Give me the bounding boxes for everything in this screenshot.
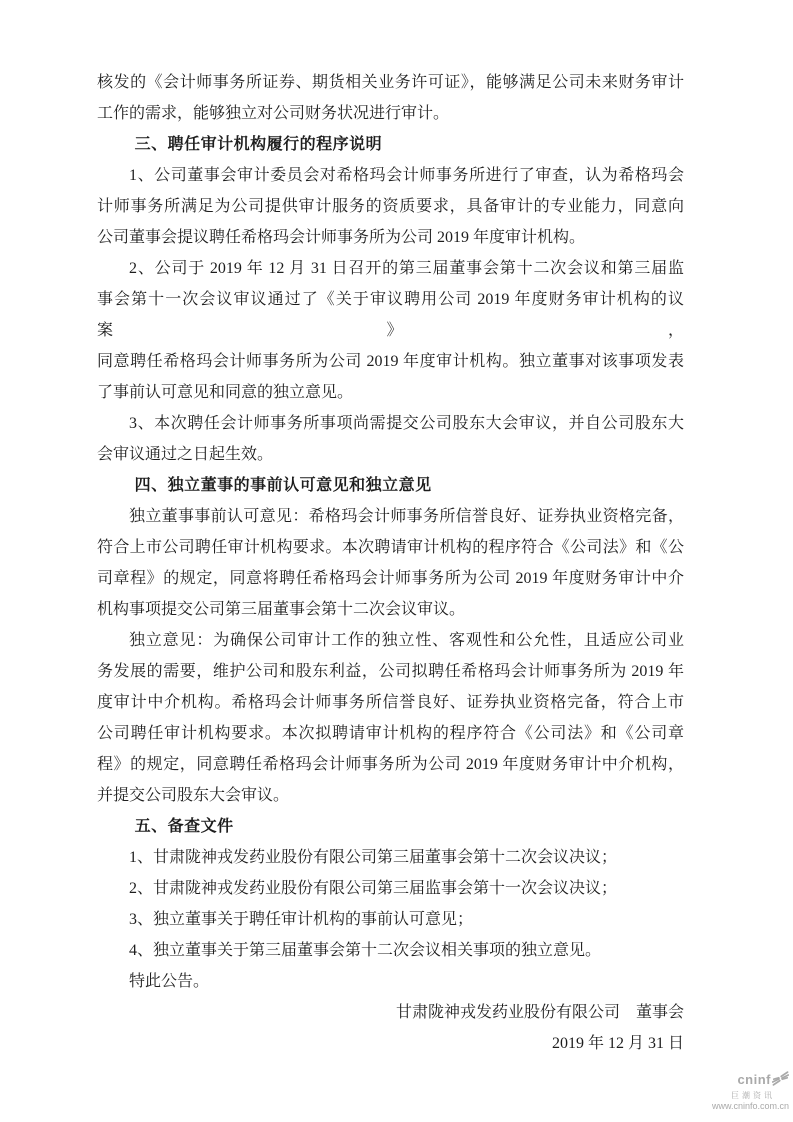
- text-line: 机构事项提交公司第三届董事会第十二次会议审议。: [97, 601, 466, 618]
- text-line: 公司聘任审计机构要求。本次拟聘请审计机构的程序符合《公司法》和《公司章: [97, 725, 684, 742]
- text-line: 工作的需求，能够独立对公司财务状况进行审计。: [97, 105, 450, 122]
- text-line: 会审议通过之日起生效。: [97, 446, 274, 463]
- text-line: 度审计中介机构。希格玛会计师事务所信誉良好、证券执业资格完备，符合上市: [97, 694, 684, 711]
- cninfo-logo-url: www.cninfo.com.cn: [711, 1101, 789, 1112]
- cninfo-logo-row: [705, 1070, 789, 1092]
- text-line: 2、公司于 2019 年 12 月 31 日召开的第三届董事会第十二次会议和第三届监: [129, 260, 684, 277]
- section-heading: 四、独立董事的事前认可意见和独立意见: [134, 477, 432, 494]
- text-line: 1、甘肃陇神戎发药业股份有限公司第三届董事会第十二次会议决议；: [129, 849, 618, 866]
- text-line: 事会第十一次会议审议通过了《关于审议聘用公司 2019 年度财务审计机构的议案》，: [97, 291, 684, 339]
- text-line: 4、独立董事关于第三届董事会第十二次会议相关事项的独立意见。: [129, 942, 602, 959]
- text-line: 独立意见：为确保公司审计工作的独立性、客观性和公允性，且适应公司业: [129, 632, 684, 649]
- text-line: 特此公告。: [129, 973, 210, 990]
- text-line: 独立董事事前认可意见：希格玛会计师事务所信誉良好、证券执业资格完备，: [129, 508, 684, 525]
- text-line: 3、本次聘任会计师事务所事项尚需提交公司股东大会审议，并自公司股东大: [129, 415, 684, 432]
- signature-line: 甘肃陇神戎发药业股份有限公司 董事会: [395, 1004, 684, 1021]
- text-line: 程》的规定，同意聘任希格玛会计师事务所为公司 2019 年度财务审计中介机构，: [97, 756, 684, 773]
- text-line: 符合上市公司聘任审计机构要求。本次聘请审计机构的程序符合《公司法》和《公: [97, 539, 684, 556]
- section-heading: 五、备查文件: [134, 818, 234, 835]
- text-line: 计师事务所满足为公司提供审计服务的资质要求，具备审计的专业能力，同意向: [97, 198, 684, 215]
- text-line: 司章程》的规定，同意将聘任希格玛会计师事务所为公司 2019 年度财务审计中介: [97, 570, 684, 587]
- section-heading: 三、聘任审计机构履行的程序说明: [134, 136, 383, 153]
- document-body: [97, 67, 684, 1059]
- text-line: 务发展的需要，维护公司和股东利益，公司拟聘任希格玛会计师事务所为 2019 年: [97, 663, 684, 680]
- text-line: 同意聘任希格玛会计师事务所为公司 2019 年度审计机构。独立董事对该事项发表: [97, 353, 684, 370]
- cninfo-logo-text: cninf: [737, 1072, 771, 1088]
- text-line: 3、独立董事关于聘任审计机构的事前认可意见；: [129, 911, 474, 928]
- cninfo-swirl-icon: [772, 1070, 789, 1092]
- text-line: 2、甘肃陇神戎发药业股份有限公司第三届监事会第十一次会议决议；: [129, 880, 618, 897]
- text-line: 1、公司董事会审计委员会对希格玛会计师事务所进行了审查，认为希格玛会: [129, 167, 684, 184]
- text-line: 并提交公司股东大会审议。: [97, 787, 290, 804]
- date-line: 2019 年 12 月 31 日: [551, 1035, 684, 1052]
- text-line: 了事前认可意见和同意的独立意见。: [97, 384, 354, 401]
- text-line: 核发的《会计师事务所证券、期货相关业务许可证》，能够满足公司未来财务审计: [97, 74, 684, 91]
- text-line: 公司董事会提议聘任希格玛会计师事务所为公司 2019 年度审计机构。: [97, 229, 586, 246]
- cninfo-watermark: [705, 1070, 789, 1112]
- cninfo-logo-chinese: 巨潮资讯: [731, 1091, 775, 1101]
